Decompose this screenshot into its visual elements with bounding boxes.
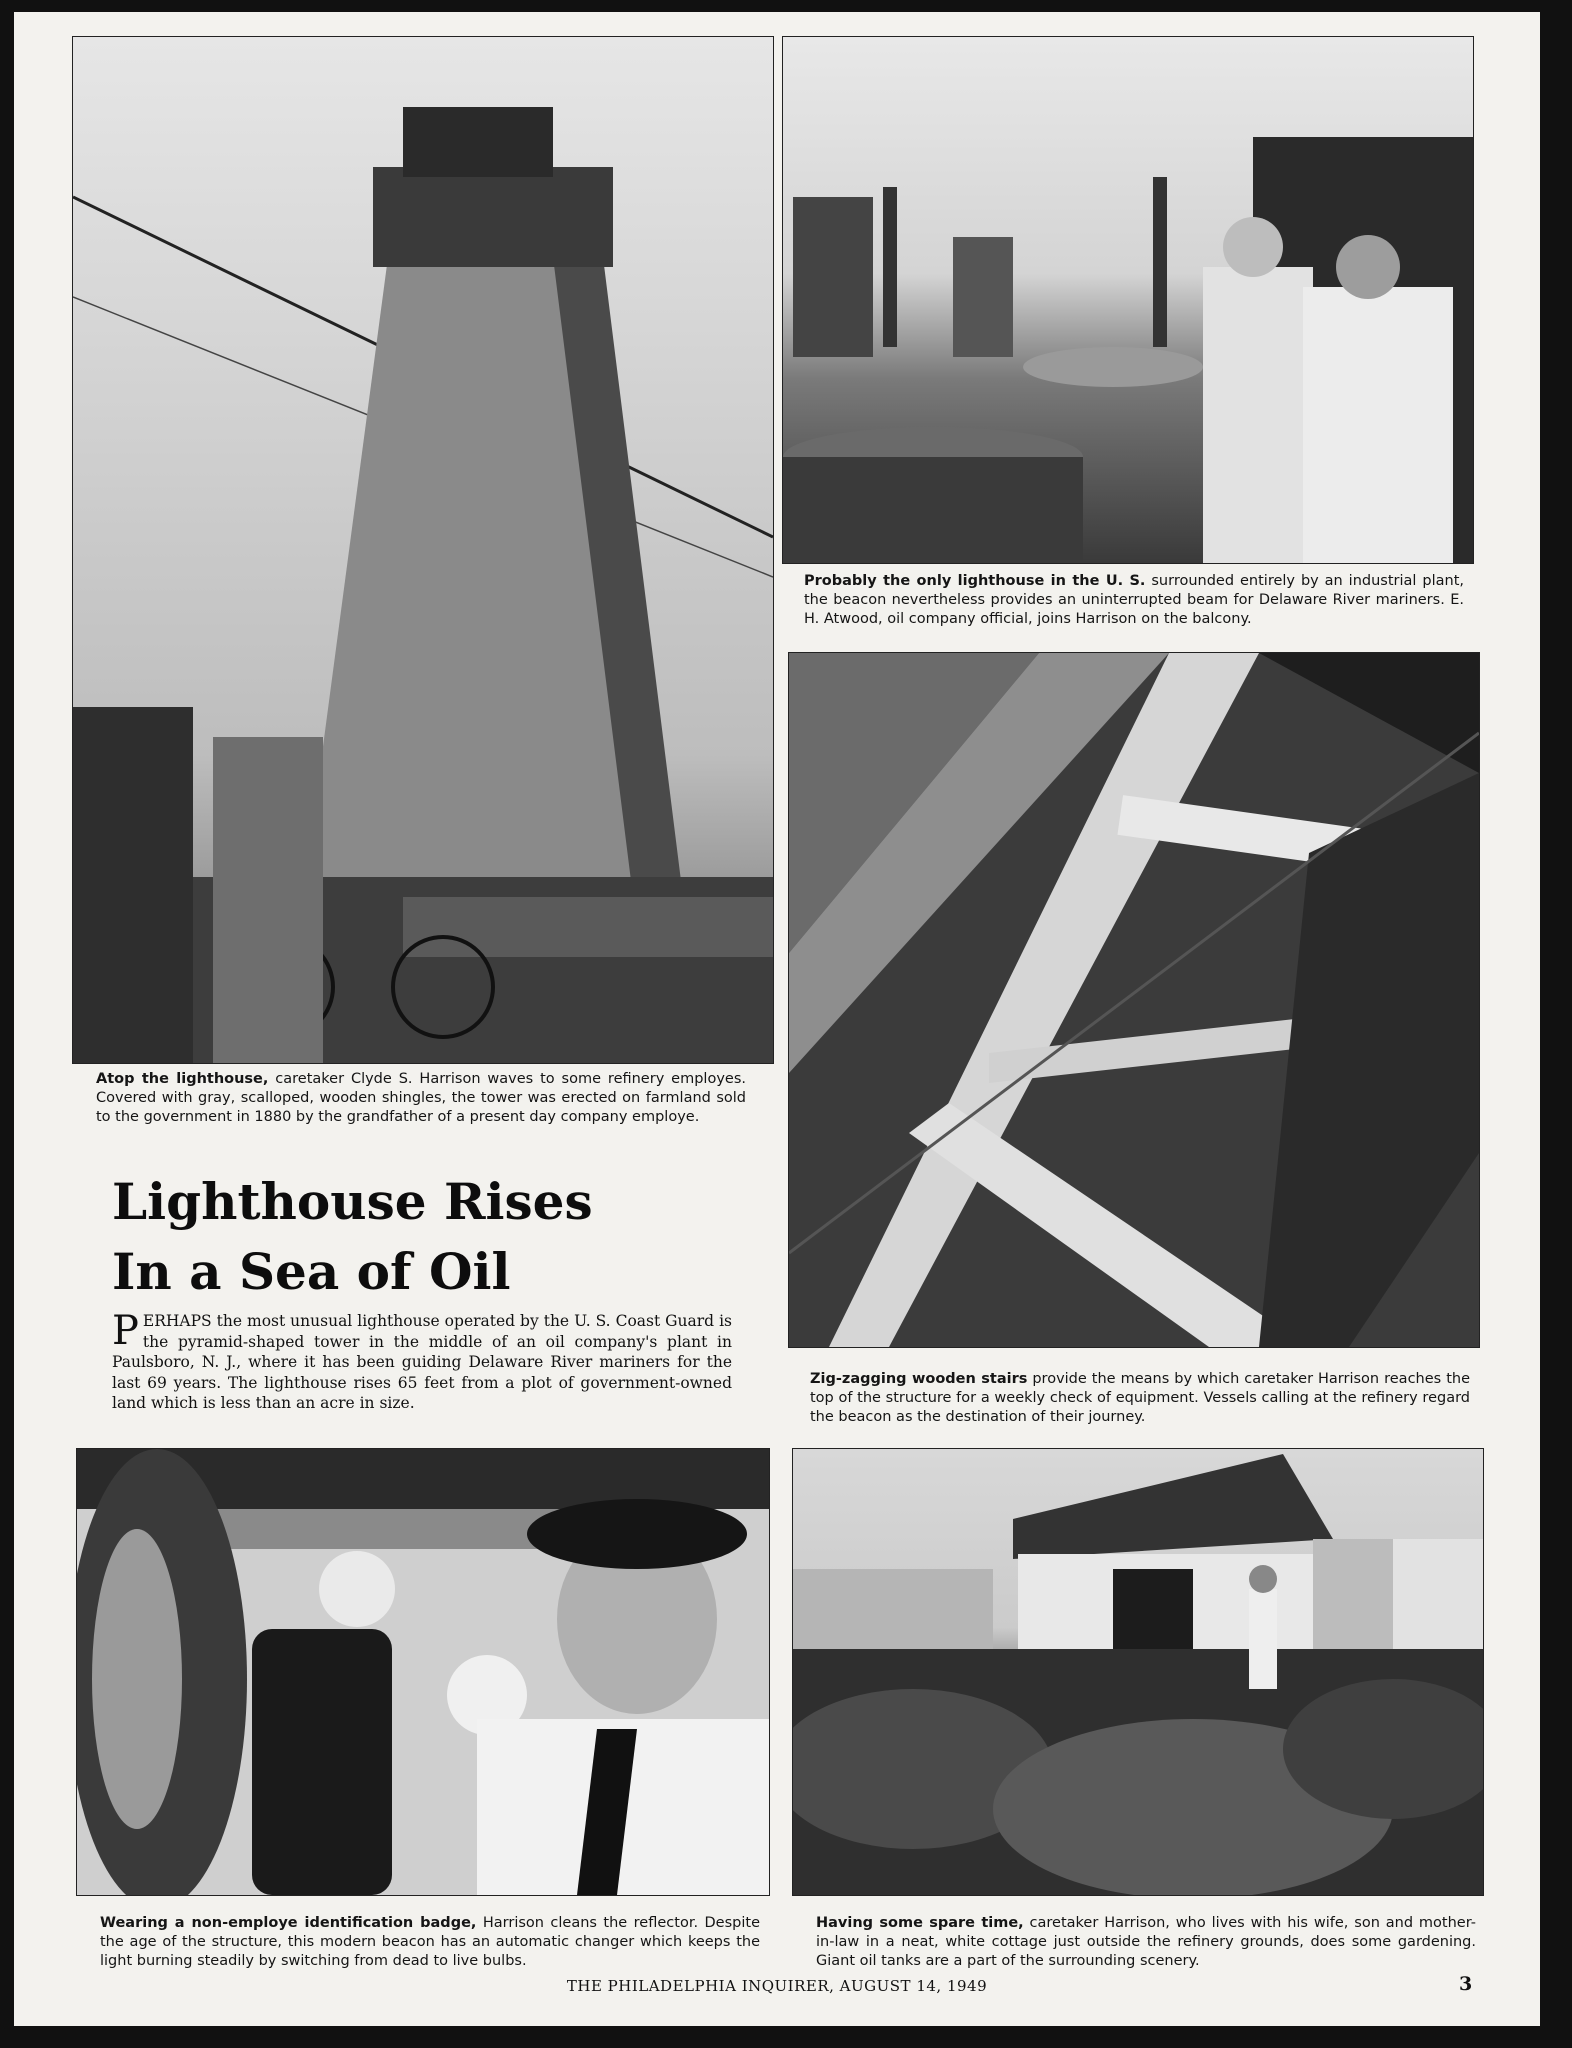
- caption-text: provide the means by which caretaker Harrison reaches the top of the structure for a weekly check of equipment. Vessels calling at the refinery regard the beacon as the destination of their journey.: [810, 1371, 1470, 1425]
- caption-lead: Atop the lighthouse,: [96, 1071, 269, 1087]
- drop-cap: P: [112, 1308, 139, 1354]
- garden-photo: [792, 1448, 1484, 1896]
- headline-line-2: In a Sea of Oil: [112, 1242, 511, 1301]
- caption-text: Harrison cleans the reflector. Despite the age of the structure, this modern beacon has an automatic changer which keeps the light burning steadily by switching from dead to live bulbs.: [100, 1915, 760, 1969]
- caption-lead: Probably the only lighthouse in the U. S.: [804, 573, 1146, 589]
- reflector-caption: [100, 1914, 760, 1971]
- reflector-photo: [76, 1448, 770, 1896]
- refinery-balcony-caption: [804, 572, 1464, 629]
- caption-lead: Wearing a non-employe identification badge,: [100, 1915, 477, 1931]
- refinery-balcony-photo: [782, 36, 1474, 564]
- page-number: 3: [1459, 1973, 1473, 1995]
- newspaper-page: [14, 12, 1540, 2026]
- garden-caption: [816, 1914, 1476, 1971]
- article-body: [112, 1308, 732, 1414]
- caption-text: caretaker Clyde S. Harrison waves to some refinery employes. Covered with gray, scalloped, wooden shingles, the tower was erected on farmland sold to the government in 1880 by the grandfather of a present day company employe.: [96, 1071, 746, 1125]
- caption-text: surrounded entirely by an industrial plant, the beacon nevertheless provides an uninterrupted beam for Delaware River mariners. E. H. Atwood, oil company official, joins Harrison on the balcony.: [804, 573, 1464, 627]
- caption-text: caretaker Harrison, who lives with his wife, son and mother-in-law in a neat, white cottage just outside the refinery grounds, does some gardening. Giant oil tanks are a part of the surrounding scenery.: [816, 1915, 1476, 1969]
- publication-footer: THE PHILADELPHIA INQUIRER, AUGUST 14, 1949: [566, 1977, 988, 1995]
- article-text: ERHAPS the most unusual lighthouse operated by the U. S. Coast Guard is the pyramid-shaped tower in the middle of an oil company's plant in Paulsboro, N. J., where it has been guiding Delaware River mariners for the last 69 years. The lighthouse rises 65 feet from a plot of government-owned land which is less than an acre in size.: [112, 1312, 732, 1412]
- lighthouse-tower-caption: [96, 1070, 746, 1127]
- lighthouse-tower-photo: [72, 36, 774, 1064]
- caption-lead: Zig-zagging wooden stairs: [810, 1371, 1028, 1387]
- caption-lead: Having some spare time,: [816, 1915, 1024, 1931]
- headline-line-1: Lighthouse Rises: [112, 1172, 593, 1231]
- stairs-photo: [788, 652, 1480, 1348]
- headline: [112, 1167, 792, 1307]
- stairs-caption: [810, 1370, 1470, 1427]
